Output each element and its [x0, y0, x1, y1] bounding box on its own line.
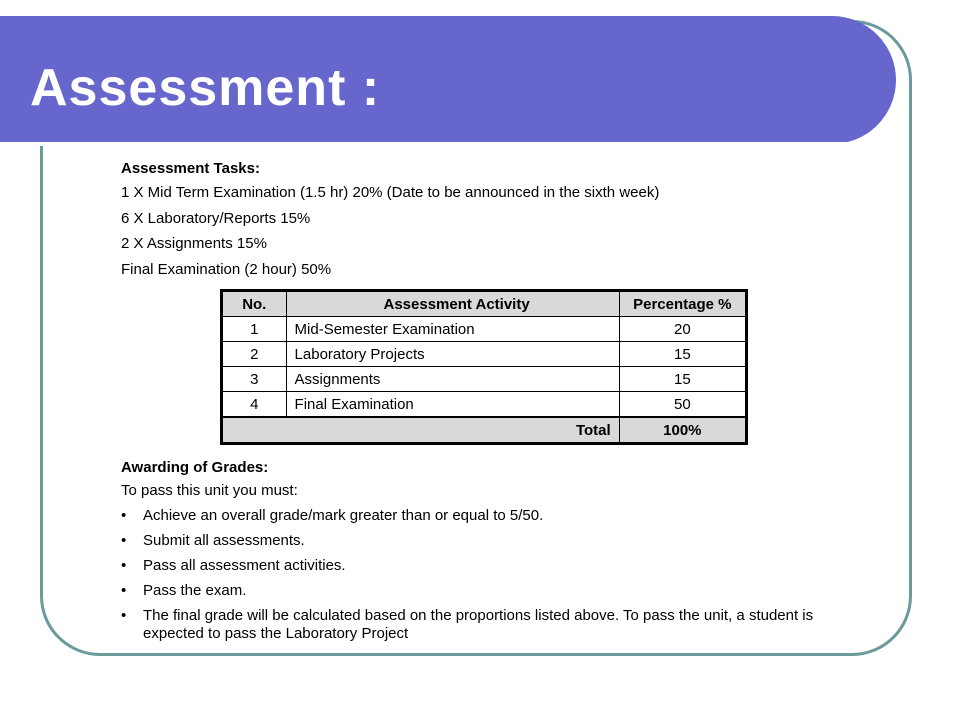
list-item-text: Pass all assessment activities.: [143, 557, 346, 574]
bullet-icon: •: [121, 582, 127, 599]
list-item-text: Pass the exam.: [143, 582, 247, 599]
list-item-text: Achieve an overall grade/mark greater than or equal to 5/50.: [143, 507, 544, 524]
list-item-text: Submit all assessments.: [143, 532, 305, 549]
title-bar: [0, 16, 896, 144]
task-item: 2 X Assignments 15%: [121, 235, 267, 252]
requirements-list: [121, 503, 841, 643]
cell-no: 3: [222, 367, 287, 392]
tasks-heading: Assessment Tasks:: [121, 160, 260, 177]
header-activity: Assessment Activity: [286, 291, 619, 317]
cell-no: 4: [222, 392, 287, 418]
assessment-tasks: [121, 158, 841, 282]
table-row: [222, 342, 747, 367]
list-item: [121, 603, 841, 643]
header-no: No.: [222, 291, 287, 317]
cell-activity: Laboratory Projects: [286, 342, 619, 367]
cell-percentage: 20: [619, 317, 746, 342]
header-percentage: Percentage %: [619, 291, 746, 317]
assessment-table: [220, 289, 748, 445]
task-item: 1 X Mid Term Examination (1.5 hr) 20% (Date to be announced in the sixth week): [121, 184, 660, 201]
task-item: 6 X Laboratory/Reports 15%: [121, 209, 311, 227]
table-row: [222, 392, 747, 418]
table-header-row: [222, 291, 747, 317]
cell-no: 1: [222, 317, 287, 342]
cell-percentage: 50: [619, 392, 746, 418]
cell-activity: Final Examination: [286, 392, 619, 418]
list-item: [121, 528, 841, 553]
cell-percentage: 15: [619, 342, 746, 367]
cell-no: 2: [222, 342, 287, 367]
grades-heading: Awarding of Grades:: [121, 459, 269, 476]
bullet-icon: •: [121, 532, 127, 549]
bullet-icon: •: [121, 607, 127, 624]
total-value: 100%: [619, 417, 746, 444]
bullet-icon: •: [121, 557, 127, 574]
table-row: [222, 317, 747, 342]
awarding-of-grades: [121, 458, 841, 643]
list-item-text: The final grade will be calculated based on the proportions listed above. To pass the unit, a student is expected to pass the Laboratory Project: [143, 607, 814, 642]
list-item: [121, 578, 841, 603]
table-total-row: [222, 417, 747, 444]
list-item: [121, 503, 841, 528]
cell-activity: Mid-Semester Examination: [286, 317, 619, 342]
table-row: [222, 367, 747, 392]
bullet-icon: •: [121, 507, 127, 524]
cell-activity: Assignments: [286, 367, 619, 392]
total-label: Total: [222, 417, 620, 444]
slide-title: Assessment :: [30, 59, 381, 117]
task-item: Final Examination (2 hour) 50%: [121, 260, 332, 278]
cell-percentage: 15: [619, 367, 746, 392]
title-underline: [0, 142, 848, 146]
grades-intro: To pass this unit you must:: [121, 482, 298, 499]
list-item: [121, 553, 841, 578]
